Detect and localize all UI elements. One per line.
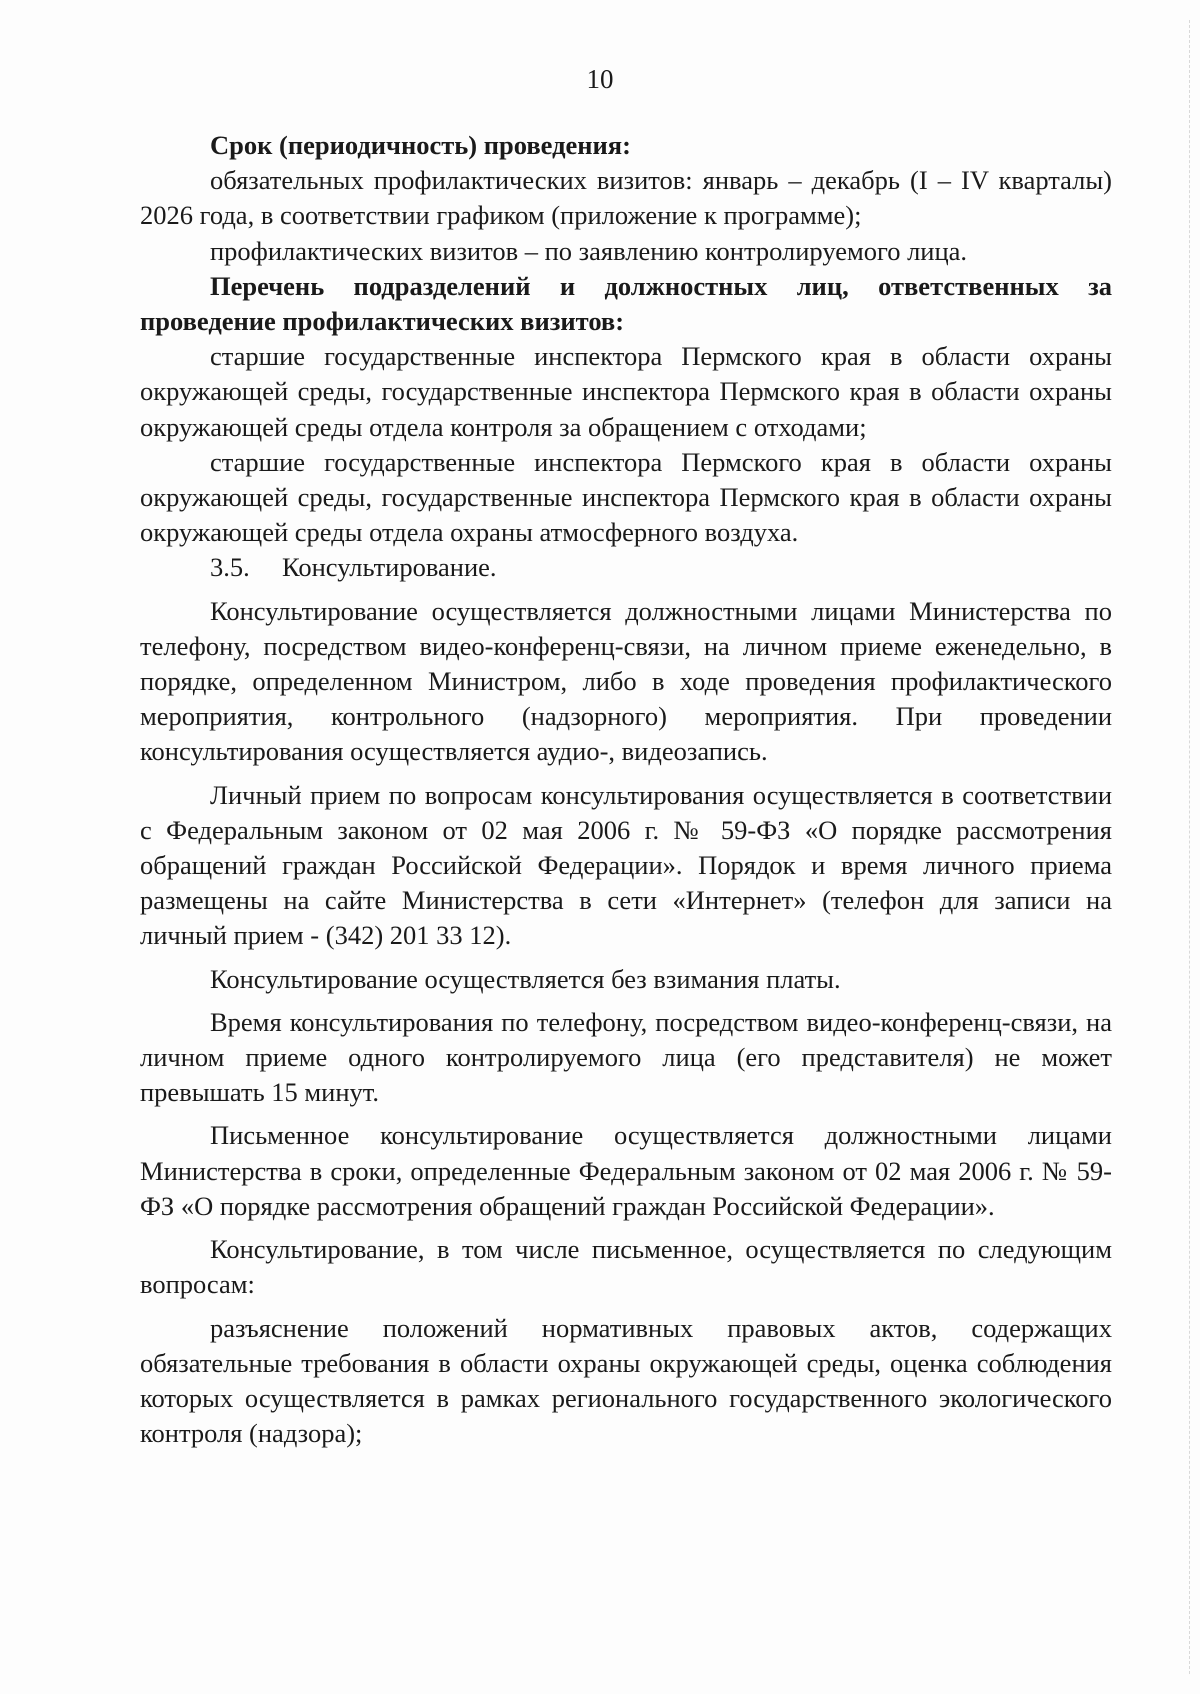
paragraph-time-limit: Время консультирования по телефону, посредством видео-конференц-связи, на личном приеме одного контролируемого лица (его представителя) не может превышать 15 минут. (140, 1006, 1112, 1108)
paragraph-inspectors-waste: старшие государственные инспектора Пермского края в области охраны окружающей среды, государственные инспектора Пермского края в области охраны окружающей среды отдела контроля за обращением с отходами; (140, 341, 1112, 442)
paragraph-consulting-methods: Консультирование осуществляется должностными лицами Министерства по телефону, посредством видео-конференц-связи, на личном приеме еженедельно, в порядке, определенном Министром, либо в ходе проведения профилактического мероприятия, контрольного (надзорного) мероприятия. При проведении консультирования осуществляется аудио-, видеозапись. (140, 595, 1112, 767)
heading-responsible-persons: Перечень подразделений и должностных лиц, ответственных за проведение профилактических визитов: (140, 270, 1112, 337)
page-edge (1189, 20, 1190, 1674)
paragraph-personal-reception: Личный прием по вопросам консультирования осуществляется в соответствии с Федеральным законом от 02 мая 2006 г. № 59-ФЗ «О порядке рассмотрения обращений граждан Российской Федерации». Порядок и время личного приема размещены на сайте Министерства в сети «Интернет» (телефон для записи на личный прием - (342) 201 33 12). (140, 779, 1112, 951)
paragraph-written-consulting: Письменное консультирование осуществляется должностными лицами Министерства в сроки, определенные Федеральным законом от 02 мая 2006 г. № 59-ФЗ «О порядке рассмотрения обращений граждан Российской Федерации». (140, 1120, 1112, 1221)
section-heading (140, 550, 1112, 585)
document-body (140, 128, 1112, 1451)
paragraph-mandatory-visits: обязательных профилактических визитов: январь – декабрь (I – IV кварталы) 2026 года, в соответствии графиком (приложение к программе); (140, 165, 1112, 231)
page-number: 10 (586, 64, 614, 94)
paragraph-consulting-topics: Консультирование, в том числе письменное, осуществляется по следующим вопросам: (140, 1234, 1112, 1300)
paragraph-visits-on-request: профилактических визитов – по заявлению контролируемого лица. (210, 235, 968, 266)
paragraph-inspectors-air: старшие государственные инспектора Пермского края в области охраны окружающей среды, государственные инспектора Пермского края в области охраны окружающей среды отдела охраны атмосферного воздуха. (140, 446, 1112, 548)
paragraph-topic-explanation: разъяснение положений нормативных правовых актов, содержащих обязательные требования в области охраны окружающей среды, оценка соблюдения которых осуществляется в рамках регионального государственного экологического контроля (надзора); (140, 1312, 1112, 1449)
section-number: 3.5. (210, 552, 250, 583)
heading-frequency: Срок (периодичность) проведения: (210, 130, 631, 160)
paragraph-free-of-charge: Консультирование осуществляется без взимания платы. (210, 963, 841, 994)
section-title: Консультирование. (282, 552, 497, 583)
